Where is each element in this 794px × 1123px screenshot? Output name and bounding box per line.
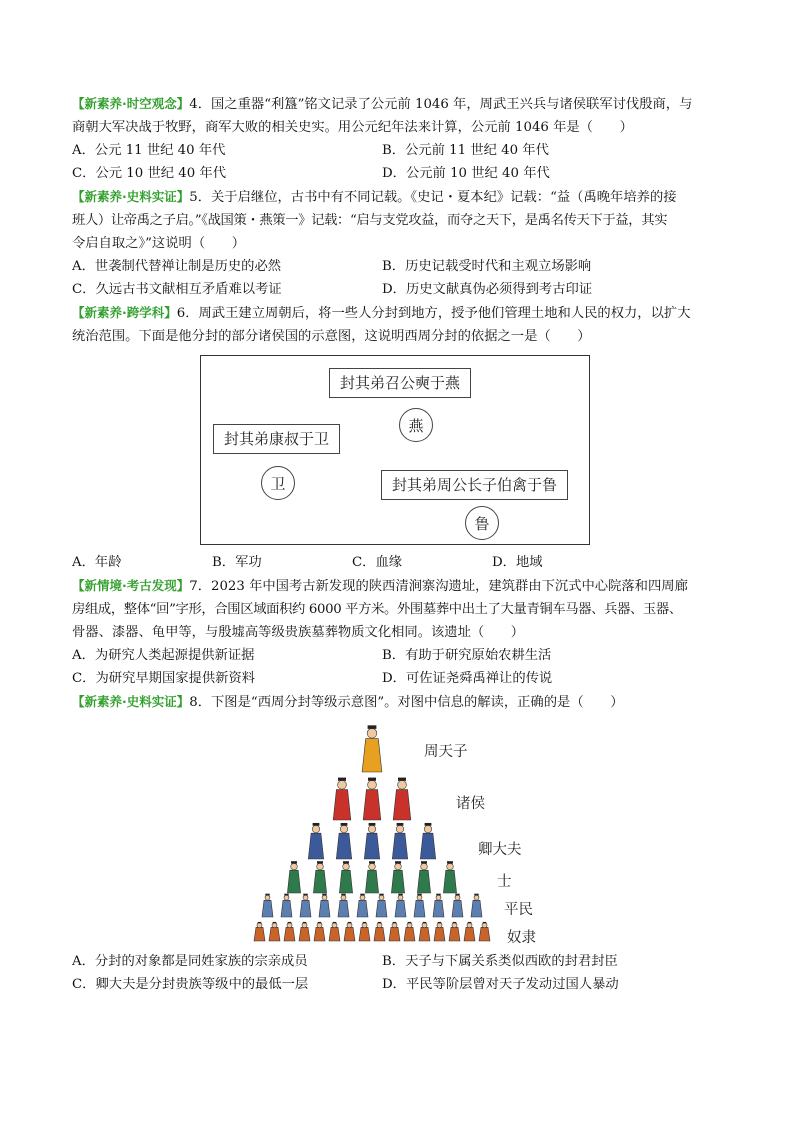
q4-option-c[interactable]: C．公元 10 世纪 40 年代 [72, 166, 226, 181]
q6-tag: 【新素养·跨学科】 [72, 305, 177, 320]
yan-circle: 燕 [399, 408, 433, 442]
slave-figure [404, 922, 415, 941]
q5-line2: 班人）让帝禹之子启。”《战国策・燕策一》记载：“启与支党攻益，而夺之天下，是禹名传天下于益，其实 [72, 213, 668, 228]
q5-options-row1 [72, 255, 724, 278]
slave-figure [449, 922, 460, 941]
rank-scholar: 士 [497, 874, 512, 890]
q7-options-row2 [72, 667, 724, 690]
slave-figure [329, 922, 340, 941]
lord-figure [393, 778, 411, 820]
q4-option-a[interactable]: A．公元 11 世纪 40 年代 [72, 143, 226, 158]
q8-option-d[interactable]: D．平民等阶层曾对天子发动过国人暴动 [382, 977, 619, 992]
lu-circle: 鲁 [465, 506, 499, 540]
king-figure [362, 725, 382, 772]
q8-line1: 【新素养·史料实证】8．下图是“西周分封等级示意图”。对图中信息的解读，正确的是（ ） [72, 694, 624, 710]
feudal-states-diagram [200, 355, 590, 545]
minister-figure [308, 823, 323, 859]
commoner-figure [338, 894, 349, 917]
scholar-figure [443, 861, 456, 893]
q7-option-c[interactable]: C．为研究早期国家提供新资料 [72, 671, 256, 686]
q5-tag: 【新素养·史料实证】 [72, 189, 190, 204]
slave-figure [479, 922, 490, 941]
slave-figure [419, 922, 430, 941]
q5-option-c[interactable]: C．久远古书文献相互矛盾难以考证 [72, 282, 282, 297]
q5-option-b[interactable]: B．历史记载受时代和主观立场影响 [382, 259, 592, 274]
q8-options-row2 [72, 973, 724, 996]
q4-options-row1 [72, 139, 724, 162]
slave-figure [344, 922, 355, 941]
rank-king: 周天子 [424, 744, 468, 760]
q6-option-b[interactable]: B．军功 [212, 555, 262, 570]
wei-circle: 卫 [261, 466, 295, 500]
slave-figure [314, 922, 325, 941]
scholar-figure [313, 861, 326, 893]
q6-options [72, 551, 724, 574]
slave-figure [464, 922, 475, 941]
q7-line1: 【新情境·考古发现】7．2023 年中国考古新发现的陕西清涧寨沟遗址，建筑群由下沉式中心院落和四周廊 [72, 578, 688, 594]
q6-line2: 统治范围。下面是他分封的部分诸侯国的示意图，这说明西周分封的依据之一是（ ） [72, 329, 591, 344]
q5-options-row2 [72, 278, 724, 301]
q8-option-a[interactable]: A．分封的对象都是同姓家族的宗亲成员 [72, 954, 308, 969]
q8-option-c[interactable]: C．卿大夫是分封贵族等级中的最低一层 [72, 977, 309, 992]
slave-figure [359, 922, 370, 941]
q7-option-b[interactable]: B．有助于研究原始农耕生活 [382, 648, 552, 663]
q4-line1: 【新素养·时空观念】4．国之重器“利簋”铭文记录了公元前 1046 年，周武王兴兵与诸侯联军讨伐殷商，与 [72, 96, 693, 112]
commoner-figure [319, 894, 330, 917]
q7-line2: 房组成，整体“回”字形，合围区域面积约 6000 平方米。外围墓葬中出土了大量青铜车马器、兵器、玉器、 [72, 602, 682, 617]
commoner-figure [471, 894, 482, 917]
yan-label: 封其弟召公奭于燕 [329, 368, 471, 398]
scholar-figure [287, 861, 300, 893]
q6-option-c[interactable]: C．血缘 [352, 555, 403, 570]
q8-option-b[interactable]: B．天子与下属关系类似西欧的封君封臣 [382, 954, 618, 969]
q5-option-a[interactable]: A．世袭制代替禅让制是历史的必然 [72, 259, 282, 274]
q6-option-a[interactable]: A．年龄 [72, 555, 122, 570]
q4-option-b[interactable]: B．公元前 11 世纪 40 年代 [382, 143, 549, 158]
slave-figure [254, 922, 265, 941]
q6-line1: 【新素养·跨学科】6．周武王建立周朝后，将一些人分封到地方，授予他们管理土地和人民的权力，以扩大 [72, 305, 691, 321]
commoner-figure [281, 894, 292, 917]
feudal-hierarchy-pyramid [252, 720, 542, 946]
q5-line3: 令启自取之》”这说明（ ） [72, 236, 246, 251]
lord-figure [333, 778, 351, 820]
q5-line1: 【新素养·史料实证】5．关于启继位，古书中有不同记载。《史记・夏本纪》记载：“益（禹晚年培养的接 [72, 189, 677, 205]
commoner-figure [414, 894, 425, 917]
slave-figure [269, 922, 280, 941]
q6-option-d[interactable]: D．地域 [492, 555, 543, 570]
commoner-figure [262, 894, 273, 917]
rank-commoner: 平民 [504, 902, 533, 918]
commoner-figure [395, 894, 406, 917]
lord-figure [363, 778, 381, 820]
scholar-figure [417, 861, 430, 893]
slave-figure [434, 922, 445, 941]
q4-option-d[interactable]: D．公元前 10 世纪 40 年代 [382, 166, 550, 181]
slave-figure [374, 922, 385, 941]
slave-figure [299, 922, 310, 941]
slave-figure [284, 922, 295, 941]
minister-figure [420, 823, 435, 859]
minister-figure [392, 823, 407, 859]
commoner-figure [433, 894, 444, 917]
pyramid-figures [252, 720, 542, 946]
rank-lord: 诸侯 [456, 796, 485, 812]
commoner-figure [376, 894, 387, 917]
q8-tag: 【新素养·史料实证】 [72, 694, 190, 709]
q7-tag: 【新情境·考古发现】 [72, 578, 190, 593]
commoner-figure [357, 894, 368, 917]
lu-label: 封其弟周公长子伯禽于鲁 [381, 470, 568, 500]
minister-figure [336, 823, 351, 859]
q7-option-d[interactable]: D．可佐证尧舜禹禅让的传说 [382, 671, 553, 686]
scholar-figure [365, 861, 378, 893]
scholar-figure [339, 861, 352, 893]
wei-label: 封其弟康叔于卫 [213, 424, 340, 454]
scholar-figure [391, 861, 404, 893]
rank-minister: 卿大夫 [478, 842, 522, 858]
slave-figure [389, 922, 400, 941]
q7-options-row1 [72, 644, 724, 667]
q4-line2: 商朝大军决战于牧野，商军大败的相关史实。用公元纪年法来计算，公元前 1046 年是（ ） [72, 120, 633, 135]
rank-slave: 奴隶 [507, 930, 536, 946]
page-content [72, 92, 724, 996]
q5-option-d[interactable]: D．历史文献真伪必须得到考古印证 [382, 282, 593, 297]
q4-options-row2 [72, 162, 724, 185]
q8-options-row1 [72, 950, 724, 973]
minister-figure [364, 823, 379, 859]
commoner-figure [452, 894, 463, 917]
q4-tag: 【新素养·时空观念】 [72, 96, 190, 111]
q7-line3: 骨器、漆器、龟甲等，与殷墟高等级贵族墓葬物质文化相同。该遗址（ ） [72, 625, 525, 640]
commoner-figure [300, 894, 311, 917]
q7-option-a[interactable]: A．为研究人类起源提供新证据 [72, 648, 255, 663]
